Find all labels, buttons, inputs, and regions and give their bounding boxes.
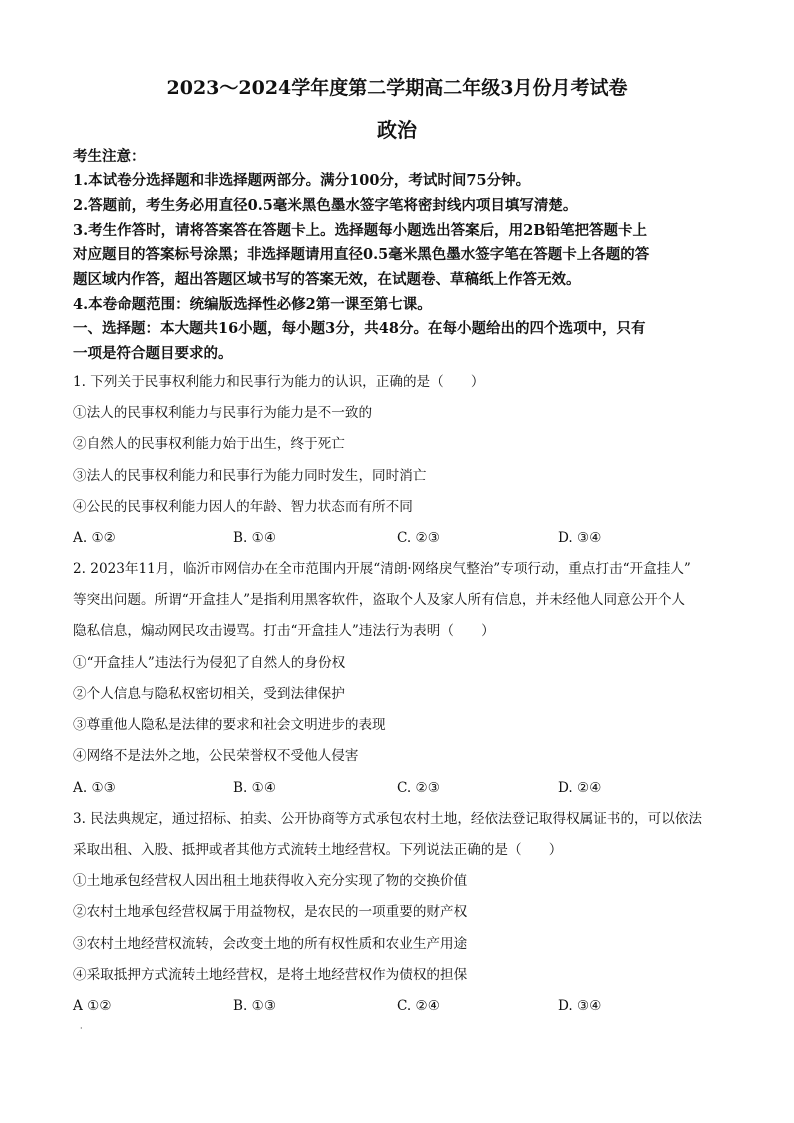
- notice-item: 4.本卷命题范围：统编版选择性必修2第一课至第七课。: [73, 296, 432, 313]
- question-3-option-c[interactable]: C. ②④: [397, 998, 440, 1014]
- question-1-stem: 1. 下列关于民事权利能力和民事行为能力的认识，正确的是（ ）: [73, 374, 485, 390]
- question-1-option-a[interactable]: A. ①②: [73, 530, 116, 546]
- question-3-item: ②农村土地承包经营权属于用益物权，是农民的一项重要的财产权: [73, 904, 468, 920]
- question-3-option-a[interactable]: A ①②: [73, 998, 112, 1014]
- section-heading: 一、选择题：本大题共16小题，每小题3分，共48分。在每小题给出的四个选项中，只有: [73, 320, 646, 337]
- notice-item: 对应题目的答案标号涂黑；非选择题请用直径0.5毫米黑色墨水签字笔在答题卡上各题的答: [73, 246, 650, 263]
- question-2-option-b[interactable]: B. ①④: [233, 780, 277, 796]
- question-2-stem: 等突出问题。所谓“开盒挂人”是指利用黑客软件，盗取个人及家人所有信息，并未经他人同意公开个人: [73, 592, 686, 608]
- question-3-stem: 采取出租、入股、抵押或者其他方式流转土地经营权。下列说法正确的是（ ）: [73, 842, 563, 858]
- notice-item: 题区域内作答，超出答题区域书写的答案无效，在试题卷、草稿纸上作答无效。: [73, 271, 581, 288]
- question-2-item: ②个人信息与隐私权密切相关，受到法律保护: [73, 686, 345, 702]
- question-2-item: ③尊重他人隐私是法律的要求和社会文明进步的表现: [73, 717, 386, 733]
- question-2-stem: 2. 2023年11月，临沂市网信办在全市范围内开展“清朗·网络戾气整治”专项行动，重点打击“开盒挂人”: [73, 561, 691, 577]
- question-3-item: ③农村土地经营权流转，会改变土地的所有权性质和农业生产用途: [73, 936, 468, 952]
- notice-heading: 考生注意：: [73, 148, 146, 165]
- question-3-stem: 3. 民法典规定，通过招标、拍卖、公开协商等方式承包农村土地，经依法登记取得权属证书的，可以依法: [73, 811, 703, 827]
- question-2-option-c[interactable]: C. ②③: [397, 780, 440, 796]
- question-1-item: ①法人的民事权利能力与民事行为能力是不一致的: [73, 405, 373, 421]
- question-1-item: ④公民的民事权利能力因人的年龄、智力状态而有所不同: [73, 499, 413, 515]
- question-2-option-a[interactable]: A. ①③: [73, 780, 116, 796]
- question-1-item: ③法人的民事权利能力和民事行为能力同时发生，同时消亡: [73, 468, 427, 484]
- section-heading-cont: 一项是符合题目要求的。: [73, 345, 233, 362]
- subject-title: 政治: [377, 118, 417, 142]
- question-1-item: ②自然人的民事权利能力始于出生，终于死亡: [73, 436, 345, 452]
- stray-mark: ·: [80, 1024, 83, 1033]
- question-1-option-b[interactable]: B. ①④: [233, 530, 277, 546]
- question-2-item: ④网络不是法外之地，公民荣誉权不受他人侵害: [73, 748, 359, 764]
- question-3-option-b[interactable]: B. ①③: [233, 998, 277, 1014]
- notice-item: 2.答题前，考生务必用直径0.5毫米黑色墨水签字笔将密封线内项目填写清楚。: [73, 197, 578, 214]
- question-3-item: ①土地承包经营权人因出租土地获得收入充分实现了物的交换价值: [73, 873, 468, 889]
- question-2-option-d[interactable]: D. ②④: [558, 780, 602, 796]
- question-2-item: ①“开盒挂人”违法行为侵犯了自然人的身份权: [73, 655, 346, 671]
- notice-item: 3.考生作答时，请将答案答在答题卡上。选择题每小题选出答案后，用2B铅笔把答题卡上: [73, 222, 647, 239]
- question-1-option-c[interactable]: C. ②③: [397, 530, 440, 546]
- question-3-option-d[interactable]: D. ③④: [558, 998, 602, 1014]
- question-2-stem: 隐私信息，煽动网民攻击谩骂。打击“开盒挂人”违法行为表明（ ）: [73, 623, 495, 639]
- exam-title: 2023～2024学年度第二学期高二年级3月份月考试卷: [166, 77, 628, 99]
- question-3-item: ④采取抵押方式流转土地经营权，是将土地经营权作为债权的担保: [73, 967, 468, 983]
- question-1-option-d[interactable]: D. ③④: [558, 530, 602, 546]
- notice-item: 1.本试卷分选择题和非选择题两部分。满分100分，考试时间75分钟。: [73, 172, 531, 189]
